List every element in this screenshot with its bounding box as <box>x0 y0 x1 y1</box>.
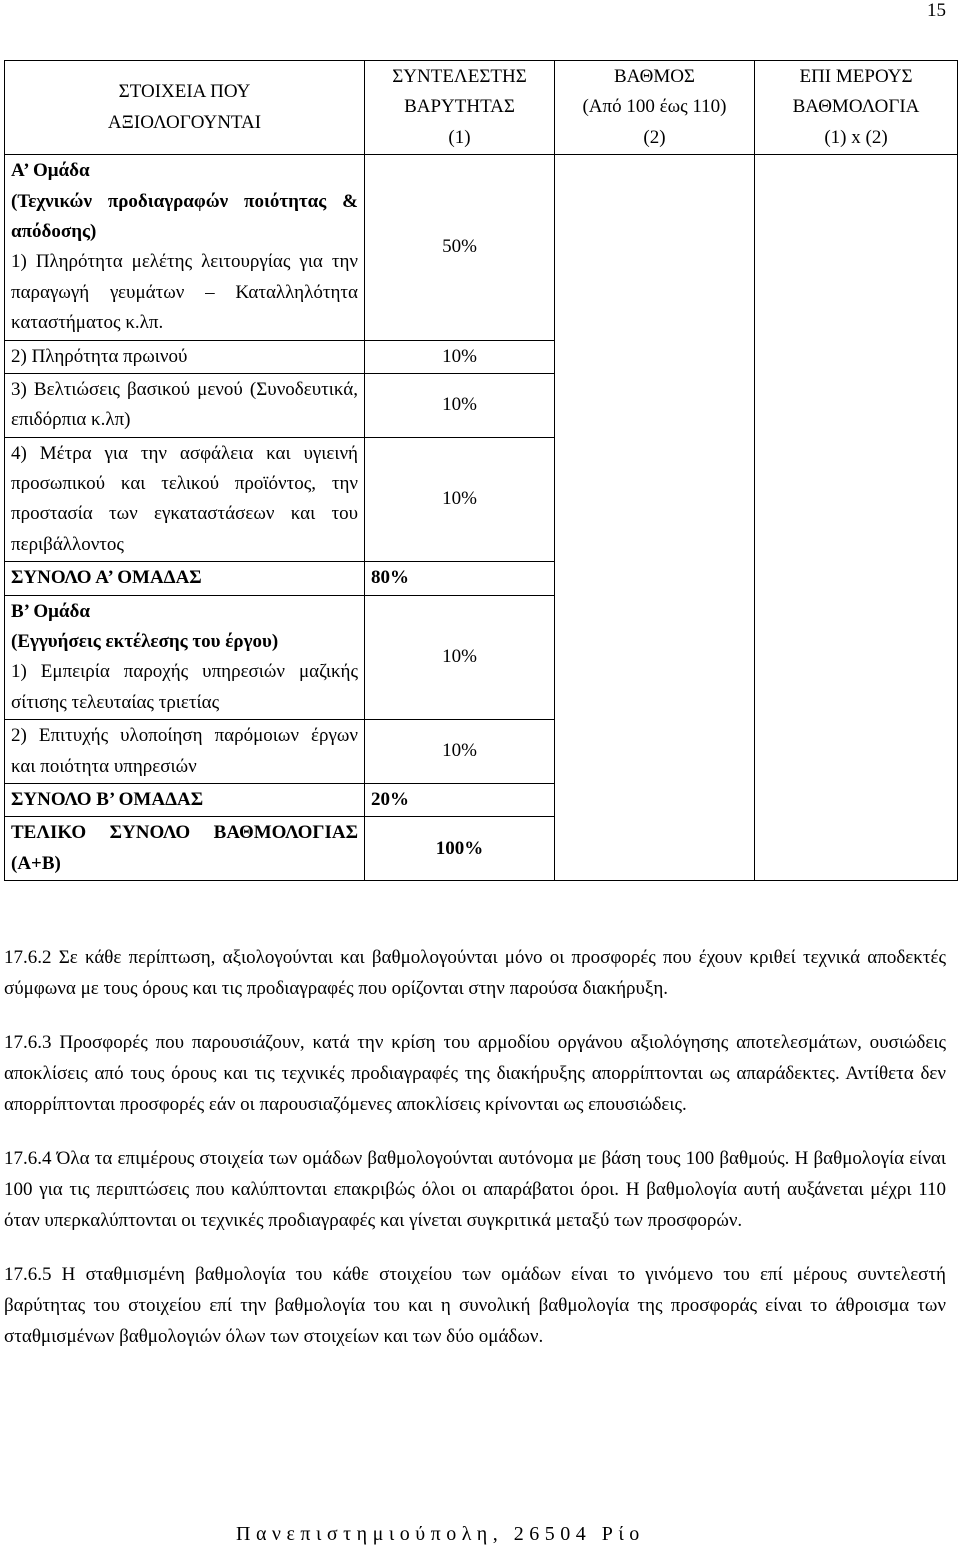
group-a-item2-weight: 10% <box>365 340 555 373</box>
paragraph-17-6-4: 17.6.4 Όλα τα επιμέρους στοιχεία των ομάδων βαθμολογούνται αυτόνομα με βάση τους 100 βαθμούς. Η βαθμολογία είναι 100 για τις περιπτώσεις που καλύπτονται επακριβώς όλοι οι απαράβατοι όροι. Η βαθμολογία αυτή αυξάνεται μέχρι 110 όταν υπερκαλύπτονται οι τεχνικές προδιαγραφές και γίνεται συγκριτικά μεταξύ των προσφορών. <box>4 1147 946 1232</box>
body-paragraphs <box>4 942 946 1375</box>
table-row <box>5 155 958 340</box>
page-footer: Πανεπιστημιούπολη, 26504 Ρίο <box>236 1523 645 1545</box>
group-b-subtitle: (Εγγυήσεις εκτέλεσης του έργου) <box>11 631 279 653</box>
group-a-item2-text: 2) Πληρότητα πρωινού <box>5 340 365 373</box>
group-b-item2-weight: 10% <box>365 720 555 784</box>
group-a-total-label: ΣΥΝΟΛΟ Α’ ΟΜΑΔΑΣ <box>5 562 365 595</box>
group-a-item1-text: 1) Πληρότητα μελέτης λειτουργίας για την παραγωγή γευμάτων – Καταλληλότητα καταστήματος κ.λπ. <box>11 251 358 334</box>
group-b-item1-text: 1) Εμπειρία παροχής υπηρεσιών μαζικής σίτισης τελευταίας τριετίας <box>11 661 358 713</box>
group-b-total-weight: 20% <box>365 783 555 816</box>
group-a-subtitle: (Τεχνικών προδιαγραφών ποιότητας & απόδοσης) <box>11 190 358 242</box>
header-weight-factor: ΣΥΝΤΕΛΕΣΤΗΣ ΒΑΡΥΤΗΤΑΣ (1) <box>365 61 555 155</box>
group-a-item3-weight: 10% <box>365 373 555 437</box>
group-a-item3-text: 3) Βελτιώσεις βασικού μενού (Συνοδευτικά, επιδόρπια κ.λπ) <box>5 373 365 437</box>
header-criteria: ΣΤΟΙΧΕΙΑ ΠΟΥ ΑΞΙΟΛΟΓΟΥΝΤΑΙ <box>5 61 365 155</box>
final-total-label: ΤΕΛΙΚΟ ΣΥΝΟΛΟ ΒΑΘΜΟΛΟΓΙΑΣ (Α+Β) <box>5 817 365 881</box>
group-a-title: Α’ Ομάδα <box>11 160 90 182</box>
page-number: 15 <box>927 0 946 21</box>
group-a-total-weight: 80% <box>365 562 555 595</box>
paragraph-17-6-2: 17.6.2 Σε κάθε περίπτωση, αξιολογούνται και βαθμολογούνται μόνο οι προσφορές που έχουν κριθεί τεχνικά αποδεκτές σύμφωνα με τους όρους και τις προδιαγραφές που ορίζονται στην παρούσα διακήρυξη. <box>4 947 946 1000</box>
final-total-weight: 100% <box>365 817 555 881</box>
group-a-item4-text: 4) Μέτρα για την ασφάλεια και υγιεινή προσωπικού και τελικού προϊόντος, την προστασία των εγκαταστάσεων και του περιβάλλοντος <box>5 437 365 562</box>
group-a-item1-cell <box>5 155 365 340</box>
group-b-item1-cell <box>5 595 365 720</box>
header-score: ΒΑΘΜΟΣ (Από 100 έως 110) (2) <box>555 61 755 155</box>
table-header-row <box>5 61 958 155</box>
group-a-item1-weight: 50% <box>365 155 555 340</box>
group-b-total-label: ΣΥΝΟΛΟ Β’ ΟΜΑΔΑΣ <box>5 783 365 816</box>
group-a-item4-weight: 10% <box>365 437 555 562</box>
group-b-item1-weight: 10% <box>365 595 555 720</box>
group-b-title: Β’ Ομάδα <box>11 600 90 622</box>
partial-score-column-cell <box>755 155 958 881</box>
score-column-cell <box>555 155 755 881</box>
paragraph-17-6-5: 17.6.5 Η σταθμισμένη βαθμολογία του κάθε στοιχείου των ομάδων είναι το γινόμενο του επί μέρους συντελεστή βαρύτητας του στοιχείου επί την βαθμολογία του και η συνολική βαθμολογία της προσφοράς είναι το άθροισμα των σταθμισμένων βαθμολογιών όλων των στοιχείων και των δύο ομάδων. <box>4 1263 946 1348</box>
evaluation-criteria-table <box>4 60 958 881</box>
paragraph-17-6-3: 17.6.3 Προσφορές που παρουσιάζουν, κατά την κρίση του αρμοδίου οργάνου αξιολόγησης αποτελεσμάτων, ουσιώδεις αποκλίσεις από τους όρους και τις τεχνικές προδιαγραφές της διακήρυξης απορρίπτονται ως απαράδεκτες. Αντίθετα δεν απορρίπτονται προσφορές εάν οι παρουσιαζόμενες αποκλίσεις κρίνονται ως επουσιώδεις. <box>4 1031 946 1116</box>
group-b-item2-text: 2) Επιτυχής υλοποίηση παρόμοιων έργων και ποιότητα υπηρεσιών <box>5 720 365 784</box>
header-partial-score: ΕΠΙ ΜΕΡΟΥΣ ΒΑΘΜΟΛΟΓΙΑ (1) x (2) <box>755 61 958 155</box>
